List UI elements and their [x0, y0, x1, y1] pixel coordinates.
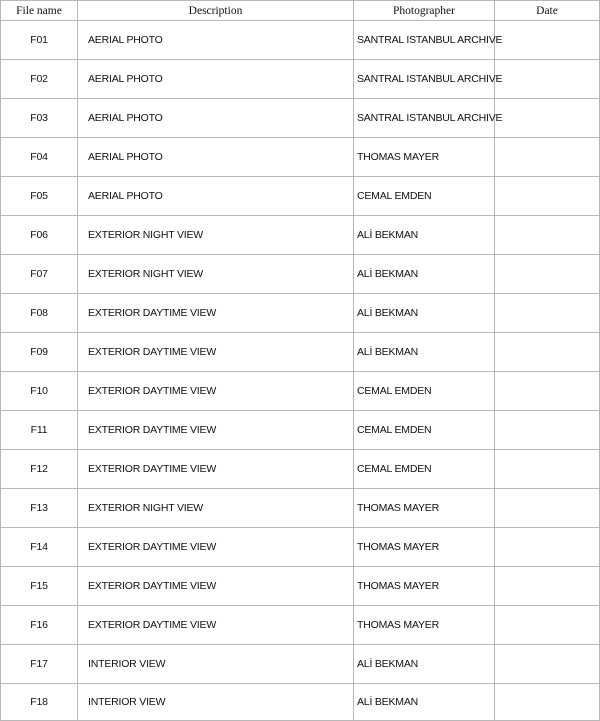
photographer-cell: CEMAL EMDEN — [354, 450, 495, 489]
table-row — [1, 450, 600, 489]
table-body — [1, 21, 600, 721]
description-cell: AERIAL PHOTO — [78, 21, 354, 60]
date-cell — [495, 411, 600, 450]
description-cell: AERIAL PHOTO — [78, 99, 354, 138]
description-cell: EXTERIOR DAYTIME VIEW — [78, 528, 354, 567]
description-cell: EXTERIOR DAYTIME VIEW — [78, 333, 354, 372]
header-photographer: Photographer — [354, 1, 495, 21]
date-cell — [495, 684, 600, 721]
table-row — [1, 216, 600, 255]
photographer-cell: SANTRAL ISTANBUL ARCHIVE — [354, 60, 495, 99]
file-name-cell: F12 — [1, 450, 78, 489]
photographer-cell: THOMAS MAYER — [354, 606, 495, 645]
table-row — [1, 372, 600, 411]
table-header — [1, 1, 600, 21]
file-name-cell: F08 — [1, 294, 78, 333]
table-row — [1, 606, 600, 645]
table-row — [1, 21, 600, 60]
description-cell: EXTERIOR DAYTIME VIEW — [78, 450, 354, 489]
file-name-cell: F18 — [1, 684, 78, 721]
date-cell — [495, 60, 600, 99]
date-cell — [495, 99, 600, 138]
photographer-cell: ALİ BEKMAN — [354, 216, 495, 255]
description-cell: EXTERIOR DAYTIME VIEW — [78, 372, 354, 411]
file-name-cell: F13 — [1, 489, 78, 528]
table-row — [1, 99, 600, 138]
table-row — [1, 333, 600, 372]
description-cell: INTERIOR VIEW — [78, 684, 354, 721]
description-cell: EXTERIOR DAYTIME VIEW — [78, 294, 354, 333]
description-cell: EXTERIOR DAYTIME VIEW — [78, 411, 354, 450]
photographer-cell: THOMAS MAYER — [354, 528, 495, 567]
date-cell — [495, 606, 600, 645]
file-name-cell: F09 — [1, 333, 78, 372]
file-name-cell: F11 — [1, 411, 78, 450]
file-name-cell: F10 — [1, 372, 78, 411]
header-row — [1, 1, 600, 21]
date-cell — [495, 528, 600, 567]
file-name-cell: F17 — [1, 645, 78, 684]
photographer-cell: ALİ BEKMAN — [354, 333, 495, 372]
description-cell: AERIAL PHOTO — [78, 177, 354, 216]
file-name-cell: F07 — [1, 255, 78, 294]
photographer-cell: THOMAS MAYER — [354, 567, 495, 606]
photographer-cell: THOMAS MAYER — [354, 489, 495, 528]
photographer-cell: THOMAS MAYER — [354, 138, 495, 177]
table-row — [1, 294, 600, 333]
date-cell — [495, 333, 600, 372]
photographer-cell: CEMAL EMDEN — [354, 372, 495, 411]
description-cell: INTERIOR VIEW — [78, 645, 354, 684]
date-cell — [495, 177, 600, 216]
table-row — [1, 567, 600, 606]
date-cell — [495, 489, 600, 528]
table-row — [1, 60, 600, 99]
date-cell — [495, 645, 600, 684]
table-row — [1, 138, 600, 177]
date-cell — [495, 372, 600, 411]
table-row — [1, 645, 600, 684]
date-cell — [495, 567, 600, 606]
description-cell: EXTERIOR NIGHT VIEW — [78, 255, 354, 294]
table-row — [1, 411, 600, 450]
description-cell: EXTERIOR NIGHT VIEW — [78, 216, 354, 255]
description-cell: EXTERIOR DAYTIME VIEW — [78, 606, 354, 645]
table-row — [1, 255, 600, 294]
description-cell: EXTERIOR NIGHT VIEW — [78, 489, 354, 528]
file-name-cell: F02 — [1, 60, 78, 99]
date-cell — [495, 294, 600, 333]
file-name-cell: F15 — [1, 567, 78, 606]
photographer-cell: ALİ BEKMAN — [354, 645, 495, 684]
date-cell — [495, 216, 600, 255]
header-date: Date — [495, 1, 600, 21]
photographer-cell: SANTRAL ISTANBUL ARCHIVE — [354, 99, 495, 138]
file-name-cell: F16 — [1, 606, 78, 645]
file-name-cell: F01 — [1, 21, 78, 60]
table-row — [1, 528, 600, 567]
file-name-cell: F05 — [1, 177, 78, 216]
date-cell — [495, 450, 600, 489]
description-cell: AERIAL PHOTO — [78, 60, 354, 99]
table-row — [1, 177, 600, 216]
description-cell: AERIAL PHOTO — [78, 138, 354, 177]
photographer-cell: CEMAL EMDEN — [354, 411, 495, 450]
date-cell — [495, 138, 600, 177]
file-name-cell: F06 — [1, 216, 78, 255]
file-name-cell: F03 — [1, 99, 78, 138]
file-name-cell: F14 — [1, 528, 78, 567]
photographer-cell: ALİ BEKMAN — [354, 294, 495, 333]
photographer-cell: ALİ BEKMAN — [354, 255, 495, 294]
photographer-cell: SANTRAL ISTANBUL ARCHIVE — [354, 21, 495, 60]
photographer-cell: CEMAL EMDEN — [354, 177, 495, 216]
description-cell: EXTERIOR DAYTIME VIEW — [78, 567, 354, 606]
photographer-cell: ALİ BEKMAN — [354, 684, 495, 721]
date-cell — [495, 255, 600, 294]
header-file-name: File name — [1, 1, 78, 21]
date-cell — [495, 21, 600, 60]
table-row — [1, 684, 600, 721]
header-description: Description — [78, 1, 354, 21]
file-name-cell: F04 — [1, 138, 78, 177]
table-row — [1, 489, 600, 528]
